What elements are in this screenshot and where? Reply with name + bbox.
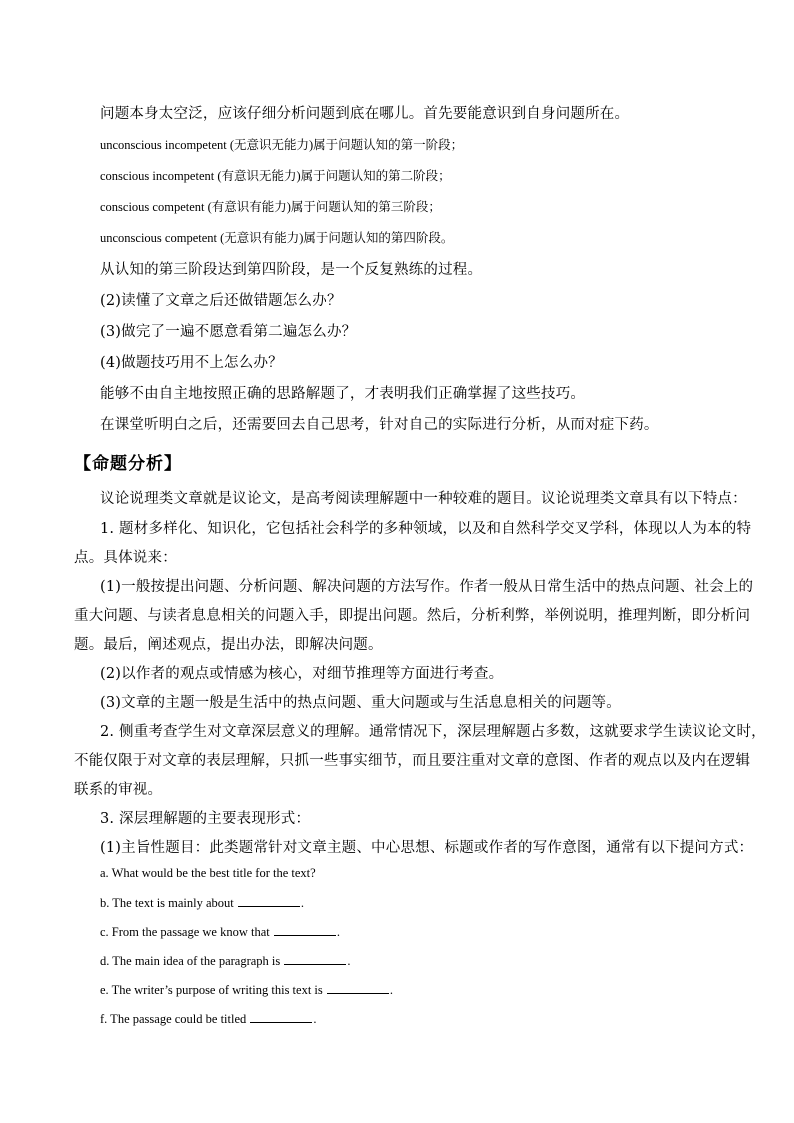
paragraph-line: 联系的审视。: [74, 782, 163, 798]
paragraph-line: 题。最后，阐述观点，提出办法，即解决问题。: [74, 637, 383, 653]
text-line: 问题本身太空泛，应该仔细分析问题到底在哪儿。首先要能意识到自身问题所在。: [100, 106, 630, 122]
question-text: c. From the passage we know that: [100, 925, 270, 939]
paragraph-line: 1. 题材多样化、知识化，它包括社会科学的多种领域，以及和自然科学交叉学科，体现以人为本的特: [100, 521, 752, 537]
text-line: (2)读懂了文章之后还做错题怎么办？: [100, 293, 342, 309]
answer-blank: [284, 953, 346, 965]
question-text: e. The writer’s purpose of writing this text is: [100, 983, 323, 997]
answer-blank: [250, 1011, 312, 1023]
period: .: [300, 896, 305, 910]
answer-blank: [327, 982, 389, 994]
question-stem: a. What would be the best title for the text?: [100, 866, 316, 880]
text-line: 在课堂听明白之后，还需要回去自己思考，针对自己的实际进行分析，从而对症下药。: [100, 417, 659, 433]
paragraph-line: 3. 深层理解题的主要表现形式：: [100, 811, 311, 827]
paragraph-line: 议论说理类文章就是议论文，是高考阅读理解题中一种较难的题目。议论说理类文章具有以下特点：: [100, 491, 747, 507]
question-stem: [100, 1011, 317, 1027]
paragraph-line: (3)文章的主题一般是生活中的热点问题、重大问题或与生活息息相关的问题等。: [100, 695, 621, 711]
text-line: unconscious competent (无意识有能力)属于问题认知的第四阶段。: [100, 231, 454, 245]
paragraph-line: (1)一般按提出问题、分析问题、解决问题的方法写作。作者一般从日常生活中的热点问题、社会上的: [100, 579, 754, 595]
text-line: unconscious incompetent (无意识无能力)属于问题认知的第一阶段；: [100, 138, 464, 152]
question-stem: [100, 953, 351, 969]
text-line: 能够不由自主地按照正确的思路解题了，才表明我们正确掌握了这些技巧。: [100, 386, 586, 402]
paragraph-line: 2. 侧重考查学生对文章深层意义的理解。通常情况下，深层理解题占多数，这就要求学生读议论文时，: [100, 724, 766, 740]
section-heading: 【命题分析】: [74, 454, 182, 474]
paragraph-line: (1)主旨性题目：此类题常针对文章主题、中心思想、标题或作者的写作意图，通常有以下提问方式：: [100, 840, 754, 856]
question-stem: [100, 895, 304, 911]
question-text: d. The main idea of the paragraph is: [100, 954, 281, 968]
period: .: [389, 983, 394, 997]
period: .: [336, 925, 341, 939]
question-text: b. The text is mainly about: [100, 896, 234, 910]
question-stem: [100, 982, 393, 998]
period: .: [347, 954, 351, 968]
text-line: 从认知的第三阶段达到第四阶段，是一个反复熟练的过程。: [100, 262, 483, 278]
question-text: f. The passage could be titled: [100, 1012, 247, 1026]
period: .: [313, 1012, 317, 1026]
paragraph-line: (2)以作者的观点或情感为核心，对细节推理等方面进行考查。: [100, 666, 504, 682]
text-line: conscious incompetent (有意识无能力)属于问题认知的第二阶段；: [100, 169, 451, 183]
paragraph-line: 重大问题、与读者息息相关的问题入手，即提出问题。然后，分析利弊，举例说明，推理判断，即分析问: [74, 608, 751, 624]
text-line: conscious competent (有意识有能力)属于问题认知的第三阶段；: [100, 200, 441, 214]
text-line: (3)做完了一遍不愿意看第二遍怎么办？: [100, 324, 357, 340]
answer-blank: [274, 924, 336, 936]
paragraph-line: 不能仅限于对文章的表层理解，只抓一些事实细节，而且要注重对文章的意图、作者的观点以及内在逻辑: [74, 753, 751, 769]
text-line: (4)做题技巧用不上怎么办？: [100, 355, 283, 371]
answer-blank: [238, 895, 300, 907]
question-stem: [100, 924, 340, 940]
paragraph-line: 点。具体说来：: [74, 550, 177, 566]
